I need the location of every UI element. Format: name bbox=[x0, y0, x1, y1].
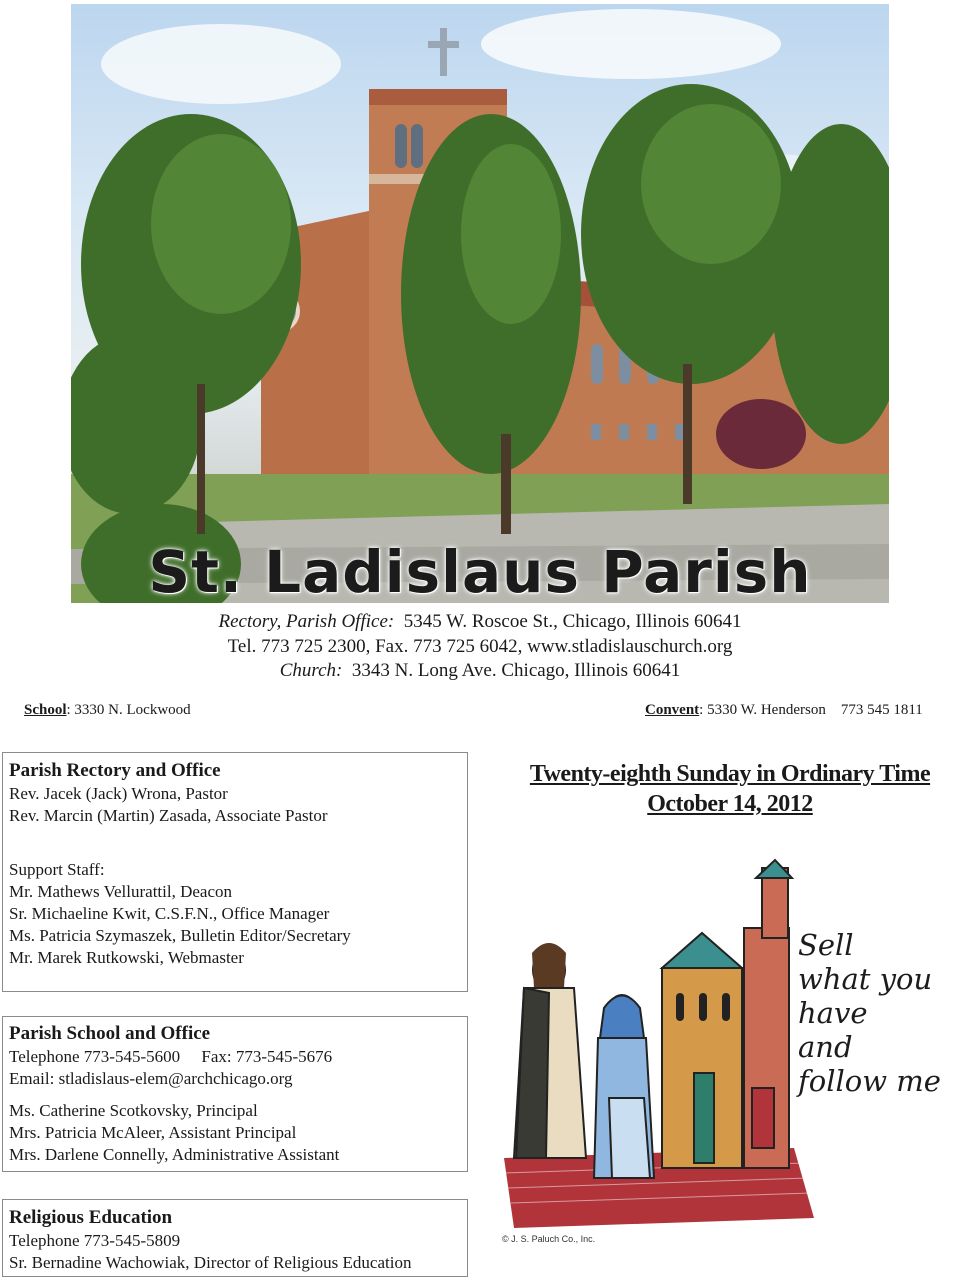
church-photo bbox=[71, 4, 889, 603]
religious-education-telephone: Telephone 773-545-5809 bbox=[9, 1231, 181, 1250]
school-phone-fax-line bbox=[9, 1046, 467, 1068]
school-staff-item: Mrs. Patricia McAleer, Assistant Principal bbox=[9, 1123, 297, 1142]
school-address: : 3330 N. Lockwood bbox=[66, 702, 191, 718]
religious-education-director: Sr. Bernadine Wachowiak, Director of Religious Education bbox=[9, 1253, 412, 1272]
church-address-line bbox=[0, 660, 960, 682]
bulletin-date: October 14, 2012 bbox=[647, 791, 813, 817]
pastor-line: Rev. Jacek (Jack) Wrona, Pastor bbox=[9, 784, 228, 803]
staff-item: Mr. Mathews Vellurattil, Deacon bbox=[9, 882, 233, 901]
school-staff-item: Ms. Catherine Scotkovsky, Principal bbox=[9, 1101, 258, 1120]
school-location bbox=[24, 702, 191, 719]
school-fax: Fax: 773-545-5676 bbox=[201, 1047, 333, 1066]
rectory-address-line bbox=[0, 611, 960, 633]
convent-label: Convent bbox=[645, 702, 700, 718]
rectory-box bbox=[2, 752, 468, 992]
school-heading: Parish School and Office bbox=[9, 1023, 211, 1044]
gospel-quote bbox=[798, 928, 960, 1098]
gospel-illustration bbox=[494, 858, 960, 1254]
copyright-notice: © J. S. Paluch Co., Inc. bbox=[502, 1234, 596, 1244]
staff-item: Ms. Patricia Szymaszek, Bulletin Editor/Secretary bbox=[9, 926, 351, 945]
quote-line: what you have bbox=[798, 962, 933, 1030]
rectory-heading: Parish Rectory and Office bbox=[9, 760, 221, 781]
school-staff-item: Mrs. Darlene Connelly, Administrative Assistant bbox=[9, 1145, 340, 1164]
convent-location bbox=[645, 702, 923, 719]
religious-education-heading: Religious Education bbox=[9, 1207, 173, 1228]
associate-pastor-line: Rev. Marcin (Martin) Zasada, Associate Pastor bbox=[9, 806, 328, 825]
convent-address: : 5330 W. Henderson bbox=[699, 702, 826, 718]
rectory-address: 5345 W. Roscoe St., Chicago, Illinois 60641 bbox=[403, 611, 742, 632]
phone-line: Tel. 773 725 2300, Fax. 773 725 6042, www.stladislauschurch.org bbox=[227, 636, 733, 657]
liturgical-sunday-title: Twenty-eighth Sunday in Ordinary Time bbox=[529, 761, 931, 787]
support-staff-heading: Support Staff: bbox=[9, 860, 105, 879]
quote-line: Sell bbox=[798, 928, 854, 962]
staff-item: Sr. Michaeline Kwit, C.S.F.N., Office Manager bbox=[9, 904, 330, 923]
school-email: Email: stladislaus-elem@archchicago.org bbox=[9, 1069, 293, 1088]
school-telephone: Telephone 773-545-5600 bbox=[9, 1047, 181, 1066]
quote-line: follow me bbox=[798, 1064, 941, 1098]
staff-item: Mr. Marek Rutkowski, Webmaster bbox=[9, 948, 244, 967]
church-label: Church: bbox=[279, 660, 343, 681]
parish-name-title: St. Ladislaus Parish bbox=[148, 538, 812, 603]
school-box bbox=[2, 1016, 468, 1172]
religious-education-box bbox=[2, 1199, 468, 1277]
church-illustration bbox=[71, 4, 889, 603]
quote-line: and bbox=[798, 1030, 853, 1064]
convent-phone: 773 545 1811 bbox=[840, 702, 923, 718]
rectory-label: Rectory, Parish Office: bbox=[218, 611, 395, 632]
school-label: School bbox=[24, 702, 67, 718]
church-address: 3343 N. Long Ave. Chicago, Illinois 60641 bbox=[351, 660, 681, 681]
